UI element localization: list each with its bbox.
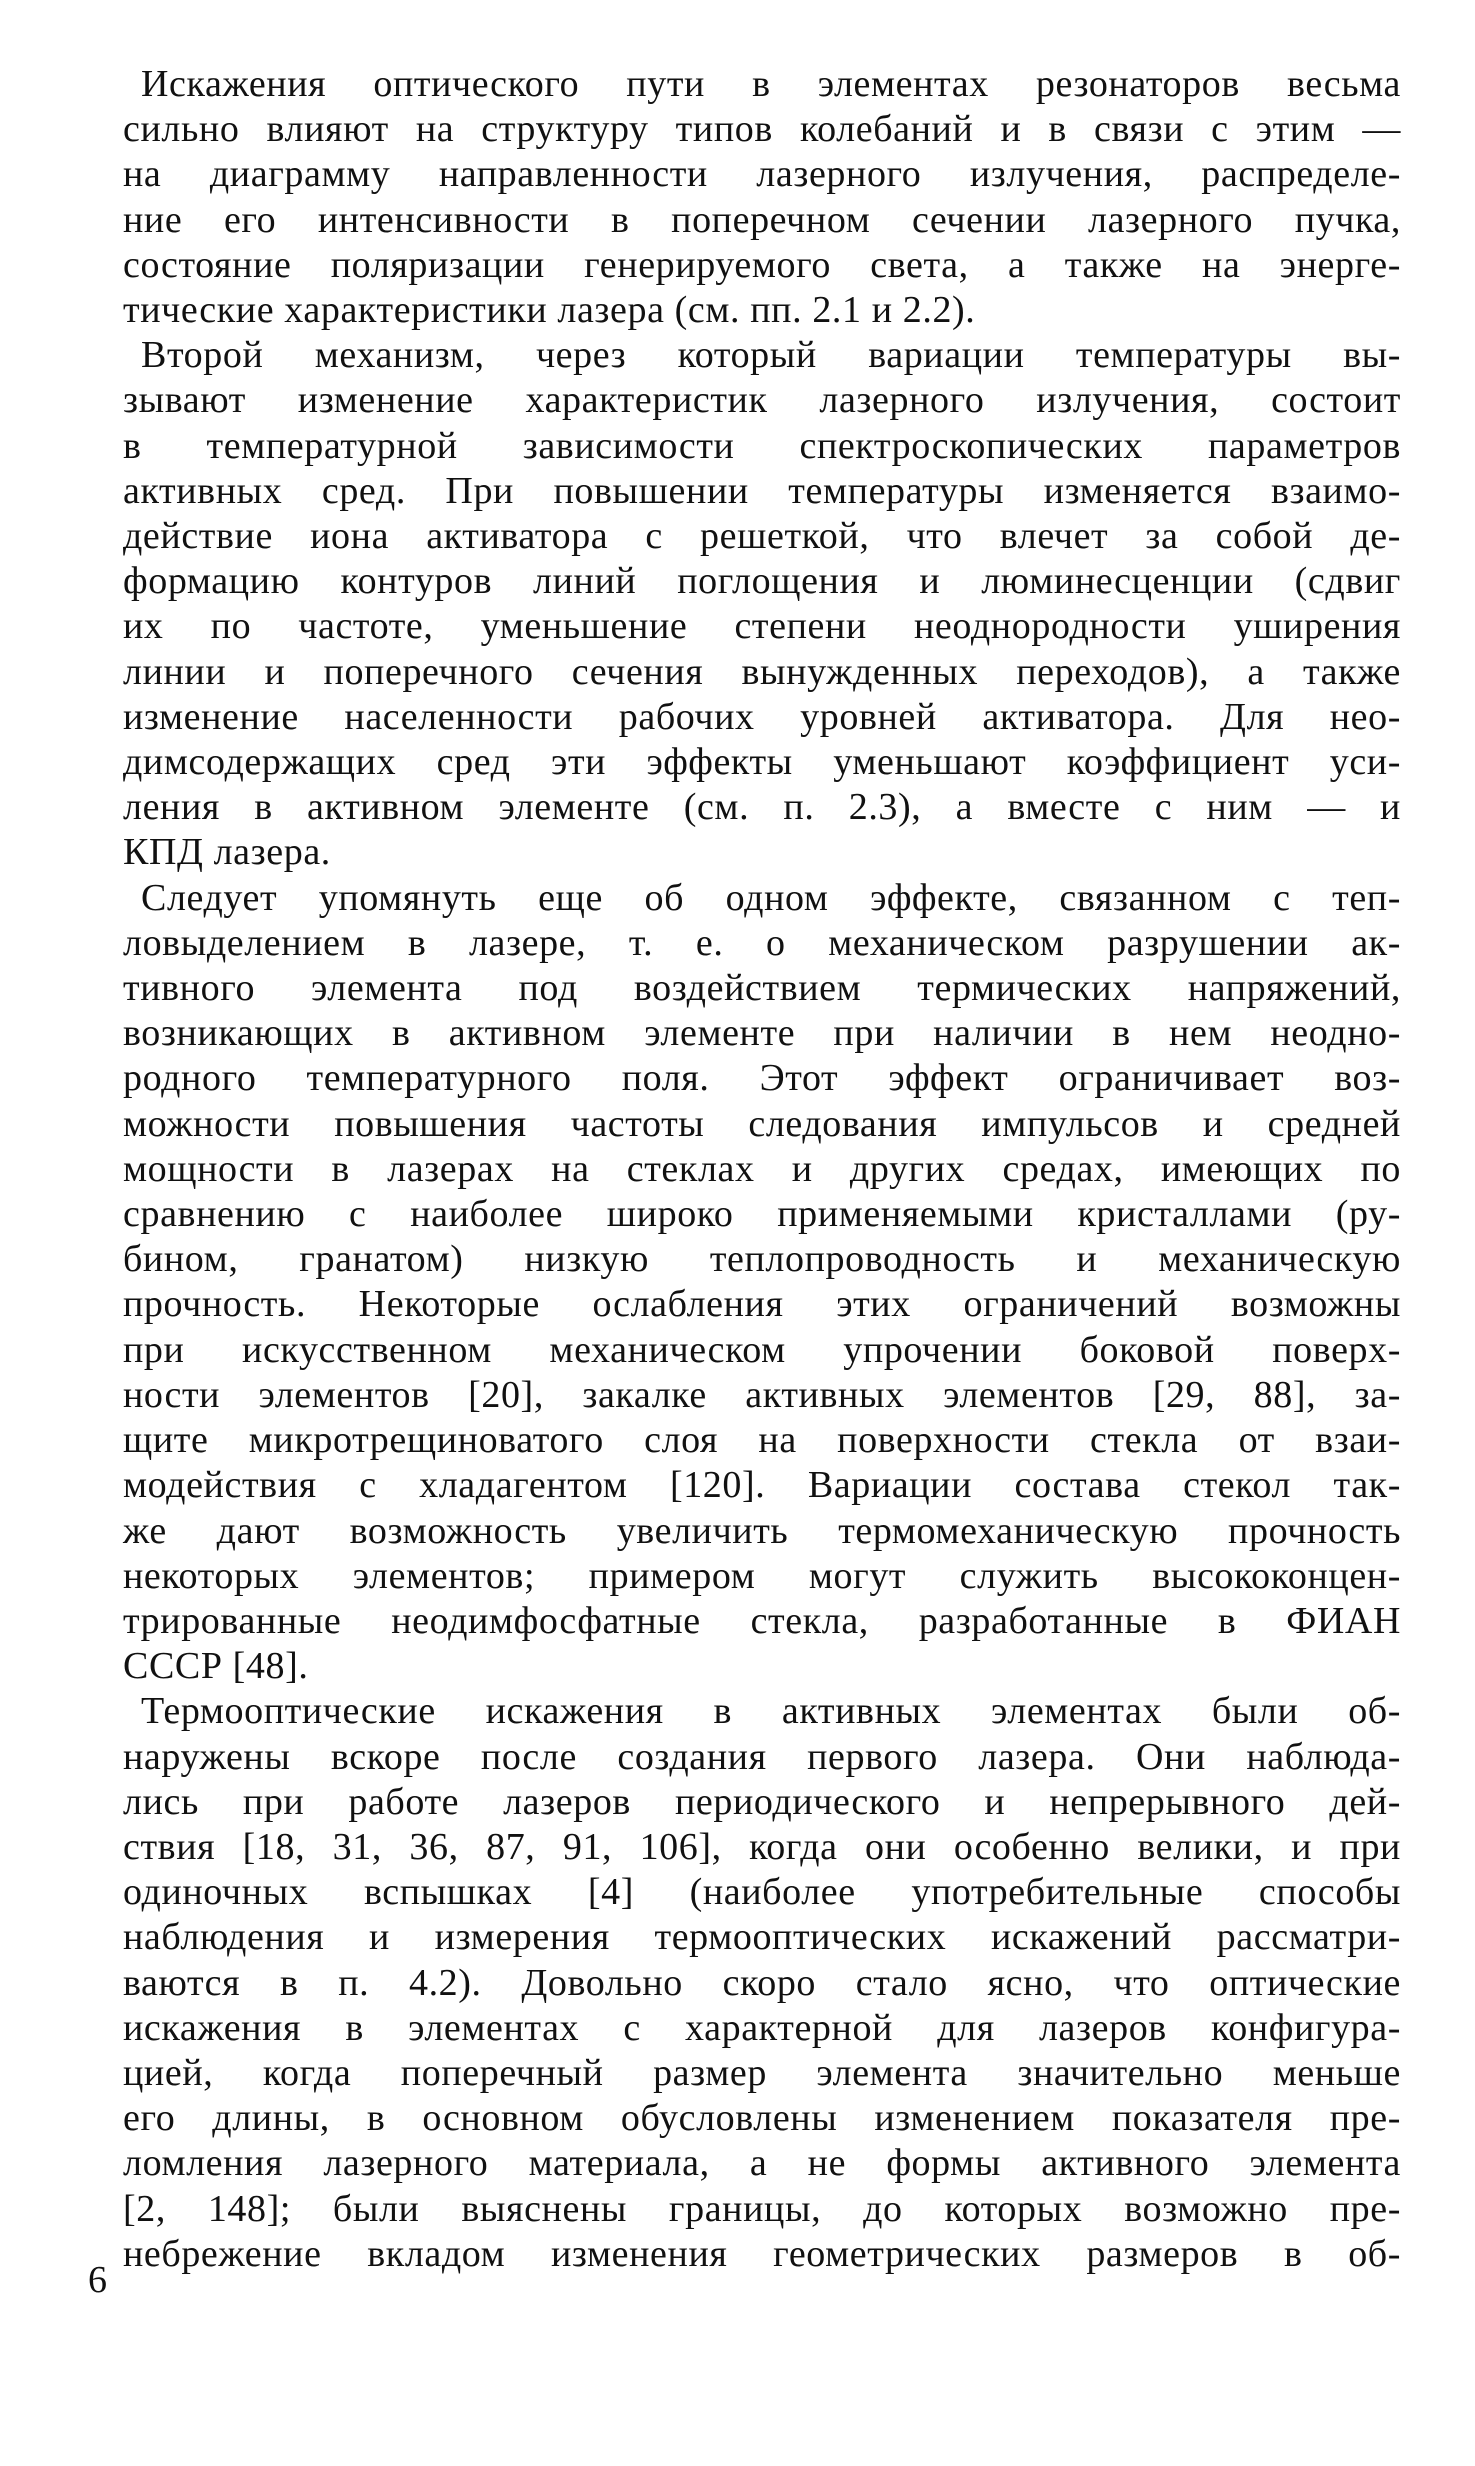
text-line: трированные неодимфосфатные стекла, разработанные в ФИАН (123, 1599, 1401, 1642)
text-line: СССР [48]. (123, 1645, 309, 1688)
text-line: ности элементов [20], закалке активных элементов [29, 88], за- (123, 1373, 1401, 1416)
text-line: бином, гранатом) низкую теплопроводность и механическую (123, 1238, 1401, 1281)
text-line: действие иона активатора с решеткой, что влечет за собой де- (123, 515, 1401, 558)
text-line: небрежение вкладом изменения геометрических размеров в об- (123, 2232, 1401, 2275)
text-line: его длины, в основном обусловлены изменением показателя пре- (123, 2097, 1401, 2140)
text-line: сравнению с наиболее широко применяемыми кристаллами (ру- (123, 1193, 1401, 1236)
text-line: изменение населенности рабочих уровней активатора. Для нео- (123, 695, 1401, 738)
text-line: искажения в элементах с характерной для лазеров конфигура- (123, 2006, 1401, 2049)
text-line: на диаграмму направленности лазерного излучения, распределе- (123, 153, 1401, 196)
text-line: мощности в лазерах на стеклах и других средах, имеющих по (123, 1147, 1401, 1190)
text-line: одиночных вспышках [4] (наиболее употребительные способы (123, 1871, 1401, 1914)
text-line: их по частоте, уменьшение степени неоднородности уширения (123, 605, 1401, 648)
text-line: Термооптические искажения в активных элементах были об- (141, 1690, 1401, 1733)
text-line: модействия с хладагентом [120]. Вариации состава стекол так- (123, 1464, 1401, 1507)
paragraph-1 (123, 62, 1401, 333)
text-line: наблюдения и измерения термооптических искажений рассматри- (123, 1916, 1401, 1959)
text-line: цией, когда поперечный размер элемента значительно меньше (123, 2051, 1401, 2094)
paragraph-3 (123, 876, 1401, 1690)
text-line: активных сред. При повышении температуры изменяется взаимо- (123, 469, 1401, 512)
text-line: лись при работе лазеров периодического и непрерывного дей- (123, 1780, 1401, 1823)
text-line: наружены вскоре после создания первого лазера. Они наблюда- (123, 1735, 1401, 1778)
text-line: тивного элемента под воздействием термических напряжений, (123, 967, 1401, 1010)
text-line: состояние поляризации генерируемого света, а также на энерге- (123, 243, 1401, 286)
text-line: в температурной зависимости спектроскопических параметров (123, 424, 1401, 467)
text-line: Следует упомянуть еще об одном эффекте, связанном с теп- (141, 876, 1401, 919)
text-line: [2, 148]; были выяснены границы, до которых возможно пре- (123, 2187, 1401, 2230)
text-line: зывают изменение характеристик лазерного излучения, состоит (123, 379, 1401, 422)
text-line: родного температурного поля. Этот эффект ограничивает воз- (123, 1057, 1401, 1100)
text-line: возникающих в активном элементе при наличии в нем неодно- (123, 1012, 1401, 1055)
text-line: ловыделением в лазере, т. е. о механическом разрушении ак- (123, 921, 1401, 964)
text-line: сильно влияют на структуру типов колебаний и в связи с этим — (123, 108, 1401, 151)
paragraph-2 (123, 333, 1401, 875)
text-line: линии и поперечного сечения вынужденных переходов), а также (123, 650, 1401, 693)
page-number: 6 (88, 2259, 107, 2301)
text-line: при искусственном механическом упрочении боковой поверх- (123, 1328, 1401, 1371)
body-text (123, 62, 1401, 2277)
text-line: прочность. Некоторые ослабления этих ограничений возможны (123, 1283, 1401, 1326)
text-line: ствия [18, 31, 36, 87, 91, 106], когда они особенно велики, и при (123, 1825, 1401, 1868)
text-line: димсодержащих сред эти эффекты уменьшают коэффициент уси- (123, 741, 1401, 784)
text-line: ние его интенсивности в поперечном сечении лазерного пучка, (123, 198, 1401, 241)
text-line: некоторых элементов; примером могут служить высококонцен- (123, 1554, 1401, 1597)
text-line: тические характеристики лазера (см. пп. 2.1 и 2.2). (123, 289, 976, 332)
text-line: Искажения оптического пути в элементах резонаторов весьма (141, 63, 1401, 105)
text-line: ломления лазерного материала, а не формы активного элемента (123, 2142, 1401, 2185)
text-line: КПД лазера. (123, 831, 331, 874)
text-line: формацию контуров линий поглощения и люминесценции (сдвиг (123, 560, 1401, 603)
text-line: же дают возможность увеличить термомеханическую прочность (123, 1509, 1401, 1552)
text-line: ваются в п. 4.2). Довольно скоро стало ясно, что оптические (123, 1961, 1401, 2004)
text-line: можности повышения частоты следования импульсов и средней (123, 1102, 1401, 1145)
text-line: Второй механизм, через который вариации температуры вы- (141, 334, 1401, 377)
paragraph-4 (123, 1689, 1401, 2277)
text-line: ления в активном элементе (см. п. 2.3), а вместе с ним — и (123, 786, 1401, 829)
text-line: щите микротрещиноватого слоя на поверхности стекла от взаи- (123, 1419, 1401, 1462)
